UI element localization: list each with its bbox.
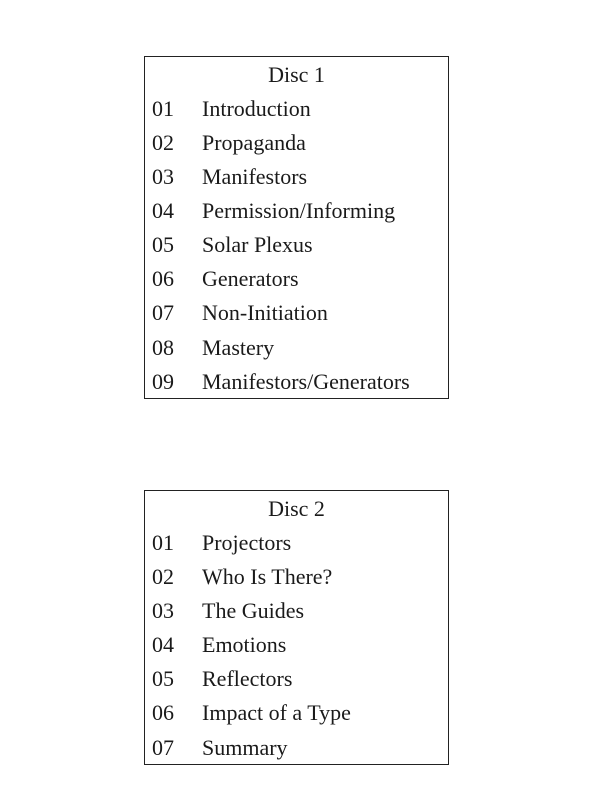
track-title: Manifestors [202,164,308,189]
track-title: Who Is There? [202,564,333,589]
track-number: 07 [152,300,174,325]
track-number: 05 [152,666,174,691]
disc-2-tracklist [144,490,449,765]
track-number: 02 [152,130,174,155]
track-title: The Guides [202,598,305,623]
track-number: 03 [152,164,174,189]
track-title: Projectors [202,530,292,555]
track-number: 07 [152,735,174,760]
track-title: Non-Initiation [202,300,328,325]
track-title: Summary [202,735,288,760]
track-number: 06 [152,266,174,291]
track-number: 04 [152,632,174,657]
track-title: Solar Plexus [202,232,313,257]
track-number: 04 [152,198,174,223]
track-title: Manifestors/Generators [202,369,410,394]
track-number: 01 [152,96,174,121]
track-title: Reflectors [202,666,293,691]
track-title: Propaganda [202,130,306,155]
track-number: 09 [152,369,174,394]
track-title: Impact of a Type [202,700,351,725]
track-number: 01 [152,530,174,555]
disc-title: Disc 2 [268,496,325,521]
track-number: 03 [152,598,174,623]
track-number: 08 [152,335,174,360]
disc-title: Disc 1 [268,62,325,87]
track-title: Emotions [202,632,287,657]
track-title: Introduction [202,96,311,121]
track-number: 06 [152,700,174,725]
track-title: Permission/Informing [202,198,396,223]
disc-1-tracklist [144,56,449,399]
track-title: Mastery [202,335,275,360]
track-number: 05 [152,232,174,257]
track-number: 02 [152,564,174,589]
track-title: Generators [202,266,299,291]
